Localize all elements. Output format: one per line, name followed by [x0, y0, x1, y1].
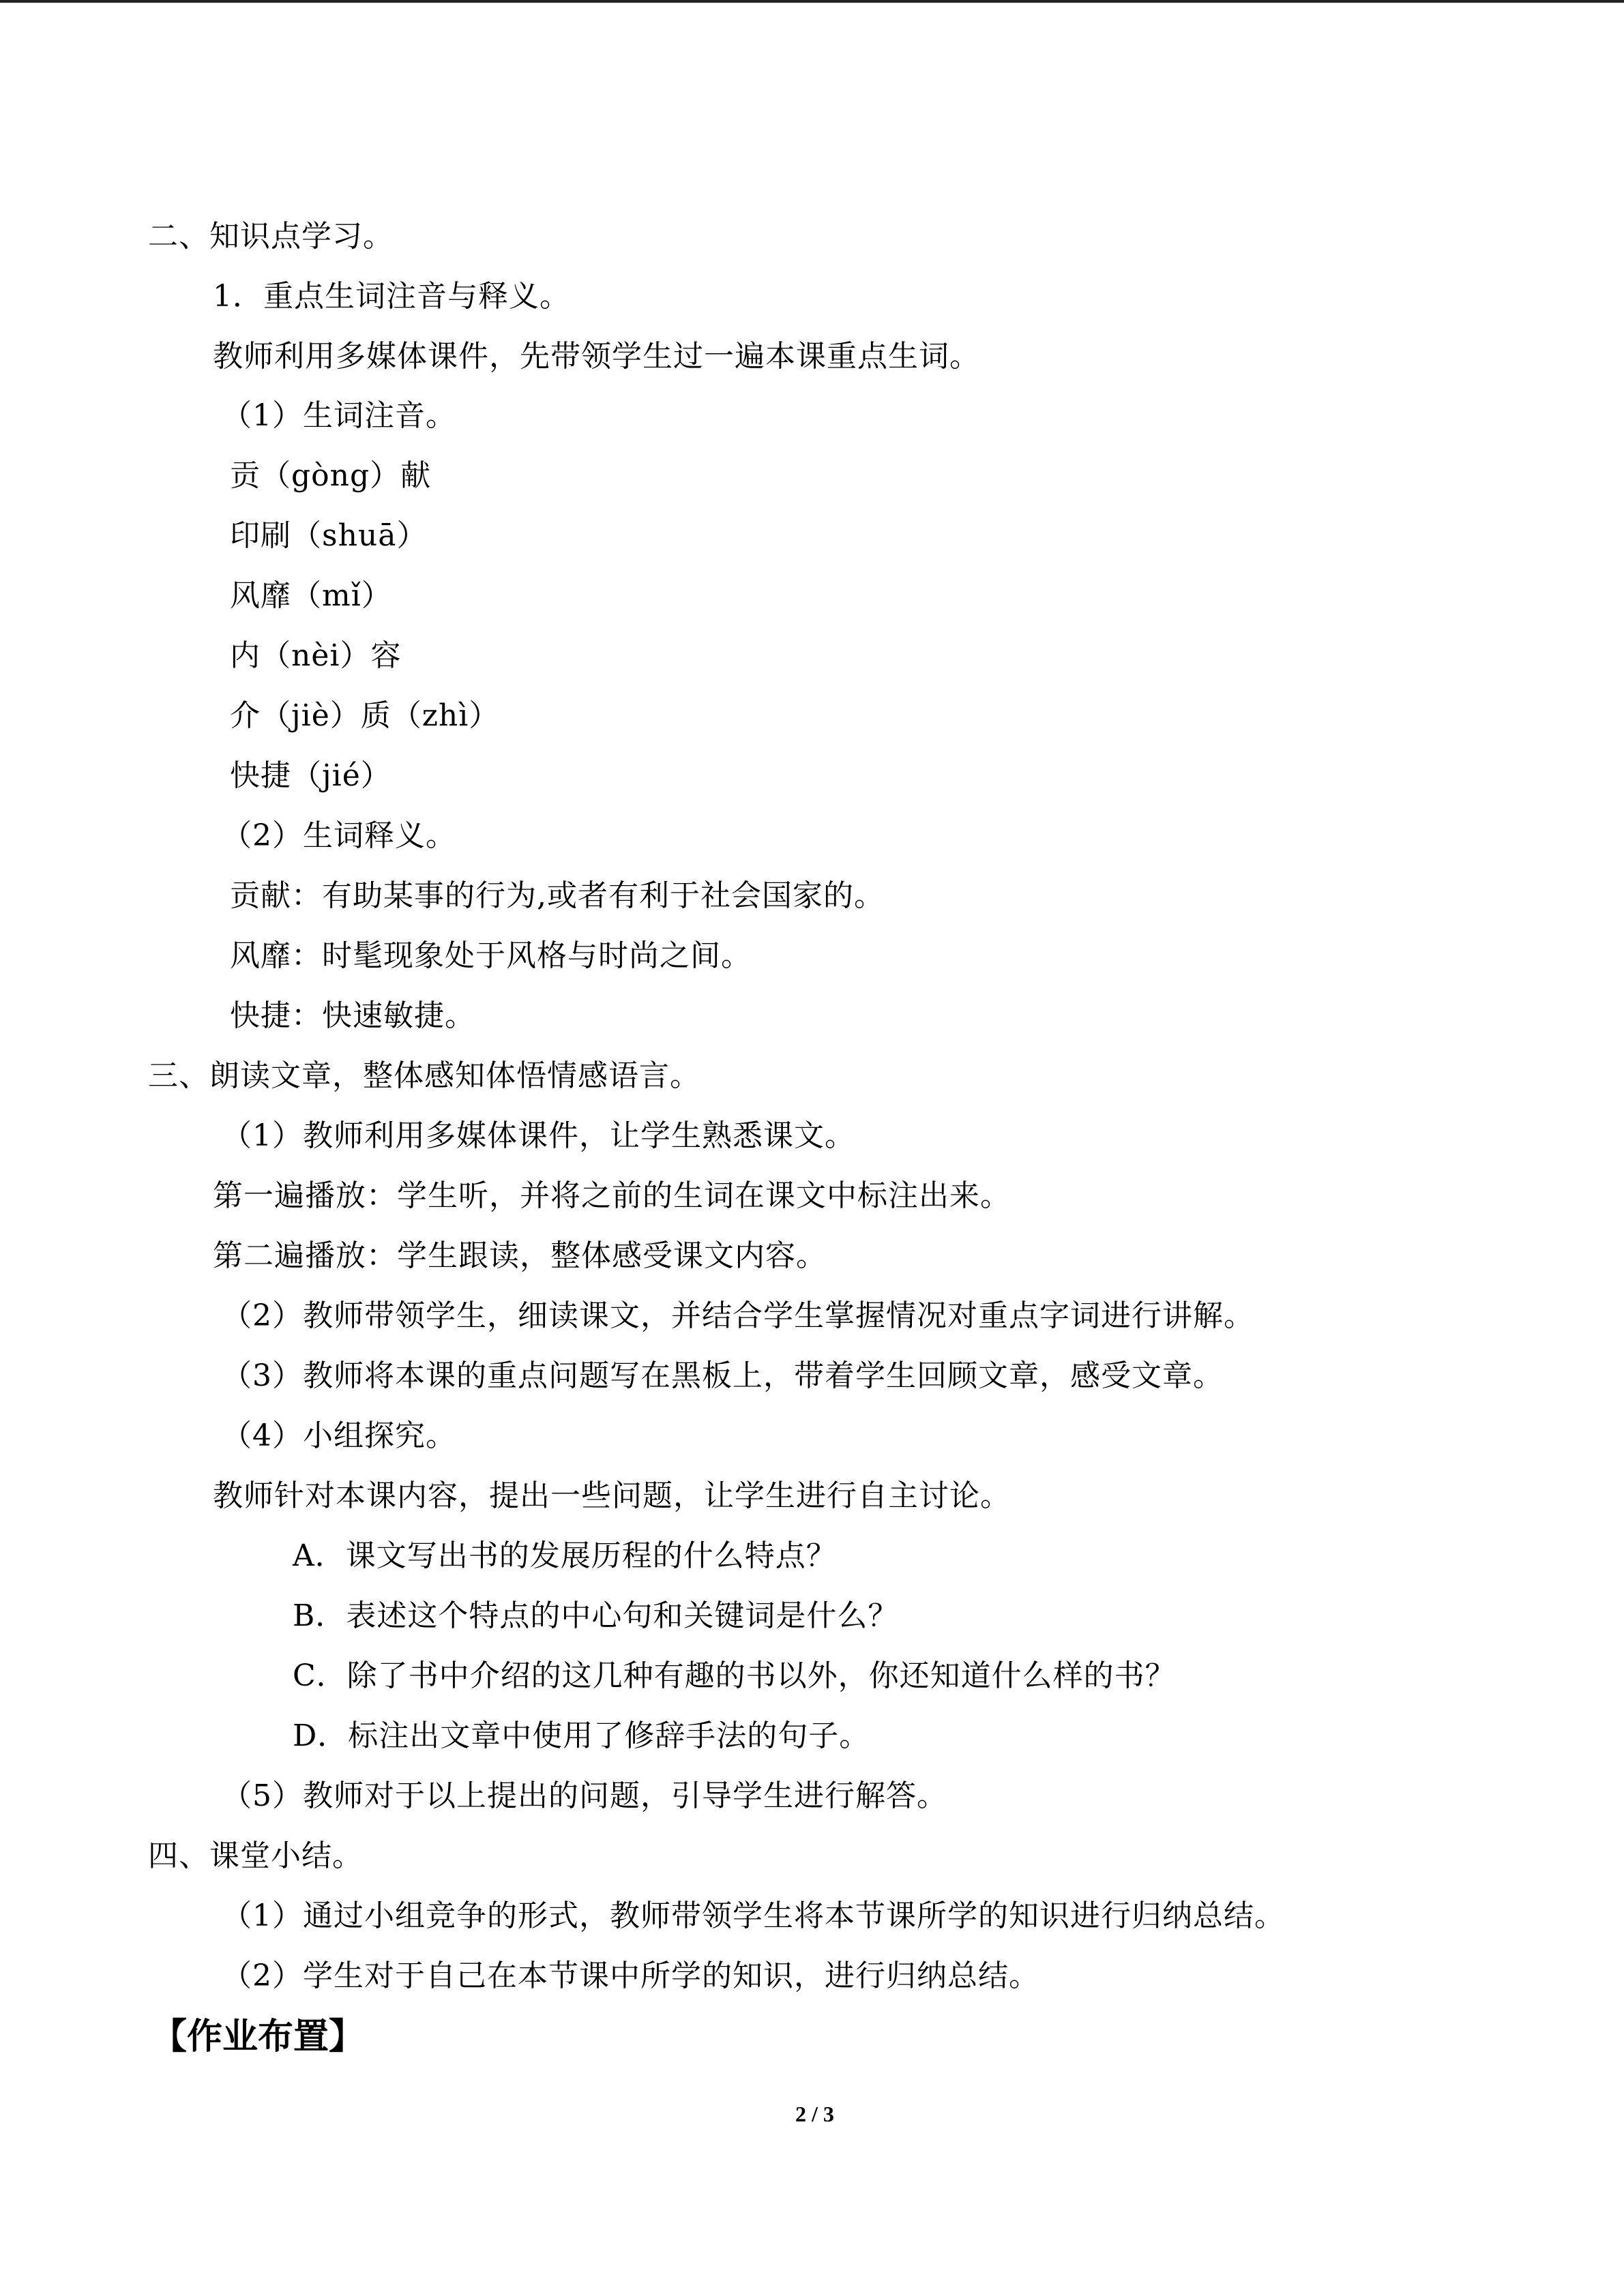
question-item: B．表述这个特点的中心句和关键词是什么？	[293, 1598, 899, 1633]
list-item-definition-heading: （2）生词释义。	[222, 818, 456, 853]
list-item-pinyin-heading: （1）生词注音。	[222, 398, 456, 433]
list-item: （2）教师带领学生，细读课文，并结合学生掌握情况对重点字词进行讲解。	[222, 1298, 1254, 1333]
vocab-item: 介（jiè）质（zhì）	[230, 698, 500, 733]
section-heading-knowledge: 二、知识点学习。	[148, 219, 394, 254]
section-heading-summary: 四、课堂小结。	[148, 1838, 363, 1873]
list-item: （1）教师利用多媒体课件，让学生熟悉课文。	[222, 1118, 855, 1153]
vocab-item: 印刷（shuā）	[230, 518, 428, 553]
list-item: （3）教师将本课的重点问题写在黑板上，带着学生回顾文章，感受文章。	[222, 1358, 1224, 1393]
vocab-item: 风靡（mǐ）	[230, 578, 392, 613]
definition-item: 风靡：时髦现象处于风格与时尚之间。	[230, 938, 752, 973]
vocab-item: 内（nèi）容	[230, 638, 402, 673]
definition-item: 贡献：有助某事的行为,或者有利于社会国家的。	[230, 878, 885, 913]
question-item: C．除了书中介绍的这几种有趣的书以外，你还知道什么样的书？	[293, 1658, 1176, 1693]
section-heading-reading: 三、朗读文章，整体感知体悟情感语言。	[148, 1058, 700, 1093]
list-item: （5）教师对于以上提出的问题，引导学生进行解答。	[222, 1778, 947, 1813]
subsection-vocab-title: 1．重点生词注音与释义。	[213, 279, 570, 314]
homework-section-title: 【作业布置】	[151, 2016, 365, 2057]
definition-item: 快捷：快速敏捷。	[230, 998, 475, 1033]
page-number: 2 / 3	[795, 2102, 834, 2126]
paragraph: 教师利用多媒体课件，先带领学生过一遍本课重点生词。	[213, 339, 980, 374]
vocab-item: 快捷（jié）	[230, 758, 392, 793]
list-item: （4）小组探究。	[222, 1418, 456, 1453]
paragraph: 第一遍播放：学生听，并将之前的生词在课文中标注出来。	[213, 1178, 1011, 1213]
list-item: （2）学生对于自己在本节课中所学的知识，进行归纳总结。	[222, 1958, 1039, 1993]
paragraph: 第二遍播放：学生跟读，整体感受课文内容。	[213, 1238, 827, 1273]
question-item: A．课文写出书的发展历程的什么特点？	[293, 1538, 837, 1573]
question-item: D．标注出文章中使用了修辞手法的句子。	[293, 1718, 870, 1753]
paragraph: 教师针对本课内容，提出一些问题，让学生进行自主讨论。	[213, 1478, 1011, 1513]
top-border-line	[0, 0, 1624, 3]
vocab-item: 贡（gòng）献	[230, 458, 432, 493]
list-item: （1）通过小组竞争的形式，教师带领学生将本节课所学的知识进行归纳总结。	[222, 1898, 1285, 1933]
